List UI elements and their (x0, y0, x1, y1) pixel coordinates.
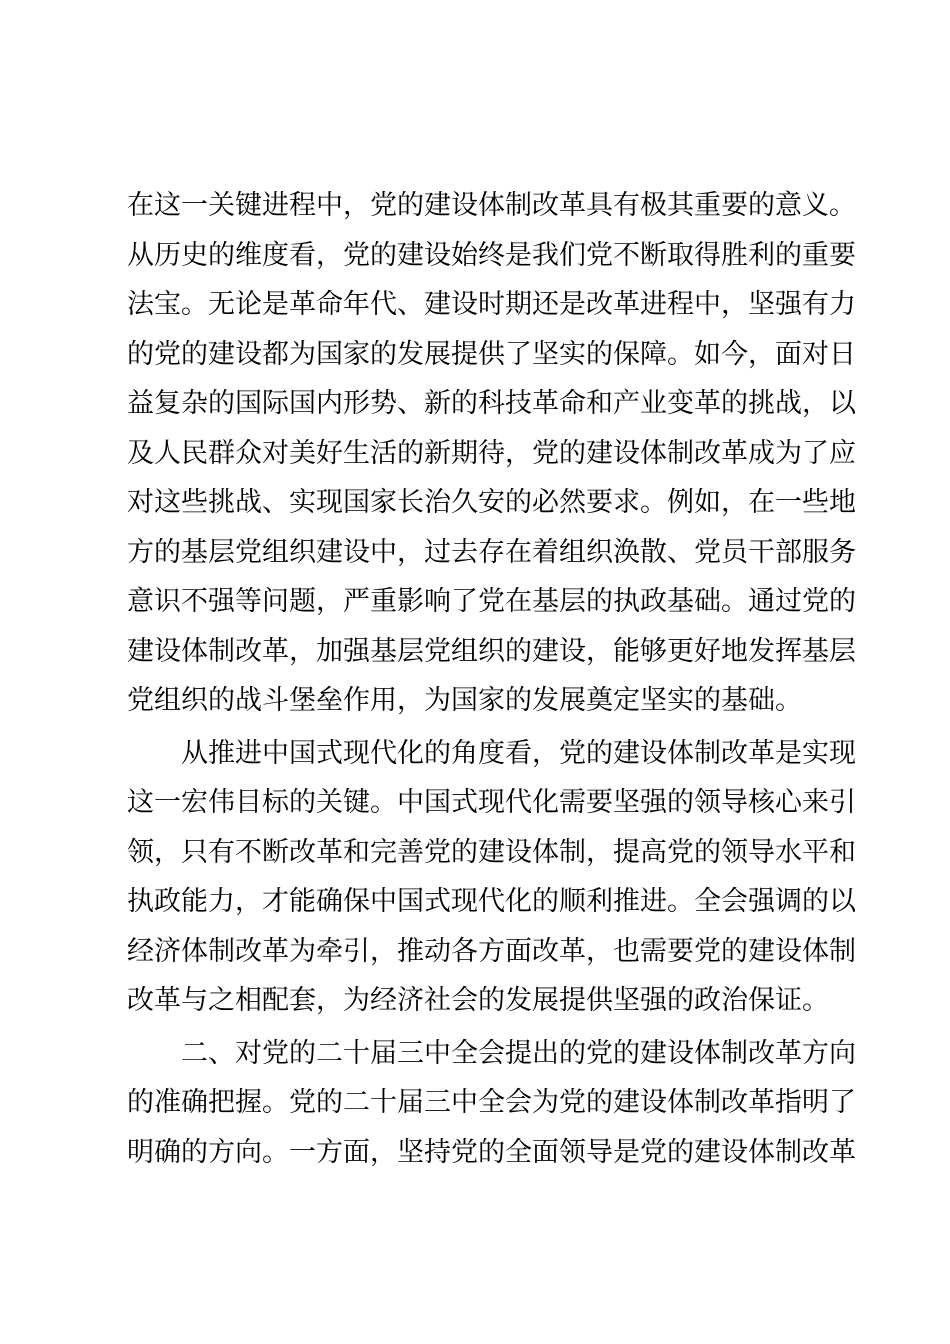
paragraph (127, 729, 856, 1026)
text-line: 领，只有不断改革和完善党的建设体制，提高党的领导水平和 (127, 836, 856, 868)
text-line: 益复杂的国际国内形势、新的科技革命和产业变革的挑战，以 (127, 388, 856, 419)
text-line: 改革与之相配套，为经济社会的发展提供坚强的政治保证。 (127, 985, 829, 1016)
text-line: 法宝。无论是革命年代、建设时期还是改革进程中，坚强有力 (127, 289, 856, 320)
text-line: 从历史的维度看，党的建设始终是我们党不断取得胜利的重要 (127, 239, 856, 271)
text-line: 党组织的战斗堡垒作用，为国家的发展奠定坚实的基础。 (127, 685, 802, 716)
text-line: 在这一关键进程中，党的建设体制改革具有极其重要的意义。 (127, 190, 856, 221)
text-line: 建设体制改革，加强基层党组织的建设，能够更好地发挥基层 (127, 635, 856, 667)
text-line: 对这些挑战、实现国家长治久安的必然要求。例如，在一些地 (127, 487, 856, 518)
paragraph (127, 1029, 856, 1178)
text-line: 执政能力，才能确保中国式现代化的顺利推进。全会强调的以 (127, 886, 856, 917)
text-line: 方的基层党组织建设中，过去存在着组织涣散、党员干部服务 (127, 536, 856, 568)
text-line: 这一宏伟目标的关键。中国式现代化需要坚强的领导核心来引 (127, 787, 856, 818)
document-body (127, 181, 856, 1177)
text-line: 的党的建设都为国家的发展提供了坚实的保障。如今，面对日 (127, 338, 856, 370)
text-line: 及人民群众对美好生活的新期待，党的建设体制改革成为了应 (127, 437, 856, 469)
text-line: 明确的方向。一方面，坚持党的全面领导是党的建设体制改革 (127, 1136, 856, 1168)
text-line: 二、对党的二十届三中全会提出的党的建设体制改革方向 (181, 1037, 856, 1069)
text-line: 从推进中国式现代化的角度看，党的建设体制改革是实现 (181, 737, 856, 769)
text-line: 意识不强等问题，严重影响了党在基层的执政基础。通过党的 (127, 586, 856, 617)
paragraph (127, 181, 856, 726)
text-line: 经济体制改革为牵引，推动各方面改革，也需要党的建设体制 (127, 935, 856, 967)
text-line: 的准确把握。党的二十届三中全会为党的建设体制改革指明了 (127, 1087, 856, 1118)
